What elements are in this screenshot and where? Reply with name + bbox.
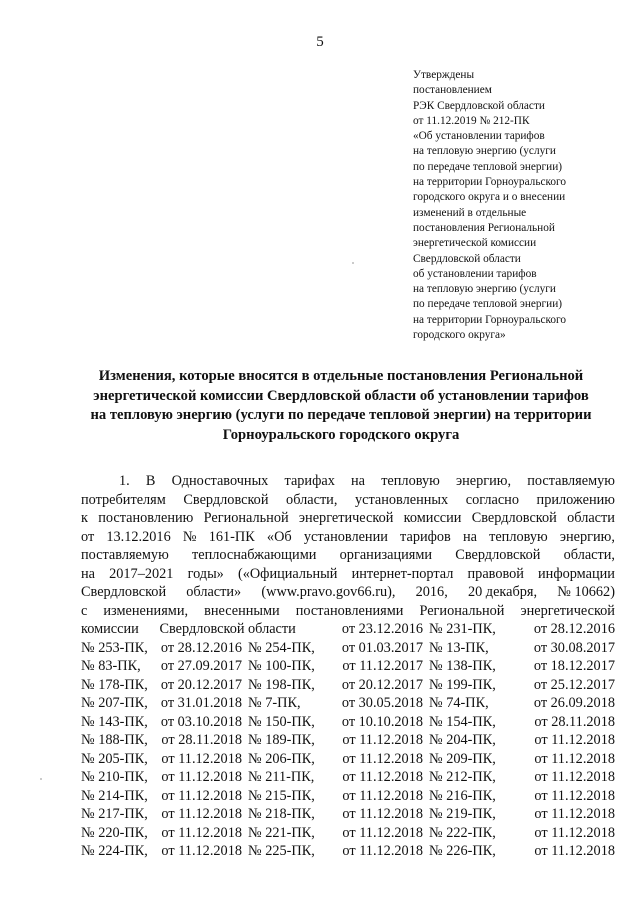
paragraph-line: [81, 602, 615, 621]
resolution-number: № 138-ПК,: [429, 658, 496, 674]
paragraph-line: [81, 528, 615, 547]
word: установленных: [354, 491, 449, 508]
word: Региональной: [203, 510, 289, 526]
approval-line: городского округа»: [413, 329, 506, 342]
resolution-number: № 215-ПК,: [248, 787, 315, 804]
word: области»: [186, 584, 242, 600]
word: 2017–2021: [109, 565, 174, 582]
resolution-date: от 20.12.2017: [341, 676, 423, 693]
resolution-row: [81, 731, 615, 750]
word: 20 декабря,: [467, 584, 538, 600]
word: на: [462, 528, 477, 545]
resolution-date: от 30.05.2018: [341, 695, 423, 711]
resolution-number: № 209-ПК,: [429, 750, 496, 767]
paragraph-line: [81, 565, 615, 584]
word: комиссии: [403, 510, 462, 526]
word: информации: [538, 565, 615, 582]
resolution-number: № 154-ПК,: [429, 713, 496, 730]
resolution-date: от 11.12.2018: [342, 750, 423, 767]
scan-speck: [40, 778, 42, 780]
word: 161-ПК: [208, 528, 255, 545]
resolution-number: № 7-ПК,: [248, 695, 301, 711]
paragraph-line: [81, 472, 615, 491]
word: области,: [286, 491, 338, 508]
resolution-row: [81, 639, 615, 658]
word: энергетической: [298, 510, 394, 526]
paragraph-justified-lines: [81, 472, 615, 620]
resolution-date: от 18.12.2017: [533, 658, 615, 674]
word: («Официальный: [237, 565, 338, 582]
resolution-number: № 83-ПК,: [81, 658, 141, 674]
word: согласно: [465, 491, 519, 508]
word: Свердловской: [183, 491, 269, 508]
resolution-date: от 11.12.2018: [534, 769, 615, 785]
word: приложению: [536, 491, 615, 508]
word: теплоснабжающими: [192, 547, 317, 563]
word: области,: [563, 547, 615, 563]
approval-line: на тепловую энергию (услуги: [413, 145, 556, 158]
paragraph-line: [81, 491, 615, 510]
resolution-number: № 178-ПК,: [81, 676, 148, 693]
word: В: [145, 473, 156, 489]
heading-line: Горноуральского городского округа: [222, 426, 460, 443]
word: № 10662): [557, 584, 615, 600]
resolution-date: от 25.12.2017: [533, 676, 615, 693]
word: на: [351, 473, 366, 489]
resolution-row: [81, 676, 615, 695]
resolution-number: № 254-ПК,: [248, 639, 315, 656]
word: от 28.12.2016: [533, 621, 615, 637]
heading-line: на тепловую энергию (услуги по передаче тепловой энергии) на территории: [90, 407, 592, 423]
word: Свердловской: [455, 547, 541, 563]
approval-line: по передаче тепловой энергии): [413, 160, 563, 173]
resolution-number: № 13-ПК,: [429, 639, 489, 656]
word: области: [567, 510, 615, 526]
resolution-row: [81, 824, 615, 843]
paragraph-line: [81, 546, 615, 565]
approval-line: постановлением: [413, 84, 492, 97]
resolution-number: № 224-ПК,: [81, 843, 148, 859]
resolution-date: от 28.11.2018: [161, 732, 242, 748]
word: поставляемую: [81, 547, 169, 563]
paragraph-line: [81, 583, 615, 602]
resolution-date: от 03.10.2018: [160, 713, 242, 730]
word: энергетической: [520, 602, 615, 619]
resolution-date: от 11.12.2018: [342, 843, 423, 859]
resolution-date: от 10.10.2018: [341, 713, 423, 730]
paragraph-1: [81, 472, 615, 861]
approval-line: по передаче тепловой энергии): [413, 298, 563, 311]
resolution-date: от 11.12.2018: [342, 787, 423, 804]
word: интернет-портал: [351, 565, 454, 582]
resolution-number: № 212-ПК,: [429, 769, 496, 785]
resolution-number: № 204-ПК,: [429, 732, 496, 748]
resolution-date: от 11.12.2018: [534, 824, 615, 841]
word: Одноставочных: [171, 473, 269, 489]
approval-line: городского округа и о внесении: [413, 191, 566, 204]
word: 1.: [119, 473, 130, 489]
word: к: [81, 510, 88, 526]
resolution-date: от 20.12.2017: [160, 676, 242, 693]
word: постановлению: [98, 510, 194, 526]
resolution-number: № 222-ПК,: [429, 824, 496, 841]
resolution-number: № 226-ПК,: [429, 843, 496, 859]
word: тарифов: [400, 528, 451, 545]
resolution-date: от 11.12.2018: [161, 806, 242, 822]
word: (www.pravo.gov66.ru),: [261, 584, 396, 600]
word: №: [182, 528, 197, 545]
resolution-number: № 150-ПК,: [248, 713, 315, 730]
word: изменениями,: [103, 602, 189, 619]
approval-line: от 11.12.2019 № 212-ПК: [413, 114, 530, 127]
resolution-number: № 143-ПК,: [81, 713, 148, 730]
word: с: [81, 602, 88, 619]
resolution-date: от 11.12.2018: [161, 843, 242, 859]
resolution-number: № 211-ПК,: [248, 769, 315, 785]
resolution-row: [81, 713, 615, 732]
resolution-date: от 31.01.2018: [160, 695, 242, 711]
heading-line: Изменения, которые вносятся в отдельные постановления Региональной: [98, 368, 584, 384]
approval-line: РЭК Свердловской области: [413, 99, 545, 112]
word: поставляемую: [527, 473, 615, 489]
word: организациями: [339, 547, 433, 563]
resolution-date: от 28.11.2018: [534, 713, 615, 730]
resolution-date: от 11.12.2018: [534, 732, 615, 748]
approval-line: на территории Горноуральского: [413, 176, 567, 189]
resolution-number: № 206-ПК,: [248, 750, 315, 767]
resolution-number: № 189-ПК,: [248, 732, 315, 748]
word: тепловую: [381, 473, 440, 489]
word: потребителям: [81, 491, 166, 508]
resolution-date: от 11.12.2018: [161, 769, 242, 785]
resolution-date: от 11.12.2018: [161, 750, 242, 767]
resolution-date: от 11.12.2018: [342, 824, 423, 841]
resolution-number: № 216-ПК,: [429, 787, 496, 804]
resolution-row: [81, 694, 615, 713]
resolution-row: [81, 787, 615, 806]
word: Региональной: [419, 602, 505, 619]
word: № 231-ПК,: [429, 621, 496, 637]
resolution-row: [81, 750, 615, 769]
resolution-number: № 217-ПК,: [81, 806, 148, 822]
resolution-date: от 01.03.2017: [341, 639, 423, 656]
resolution-date: от 11.12.2018: [161, 824, 242, 841]
approval-line: на тепловую энергию (услуги: [413, 283, 556, 296]
resolution-date: от 11.12.2018: [342, 769, 423, 785]
word: постановлениями: [295, 602, 404, 619]
word: от: [81, 528, 95, 545]
word: Свердловской: [471, 510, 557, 526]
resolution-date: от 28.12.2016: [160, 639, 242, 656]
word: тарифах: [284, 473, 335, 489]
approval-line: на территории Горноуральского: [413, 313, 567, 326]
resolution-number: № 221-ПК,: [248, 824, 315, 841]
word: внесенными: [204, 602, 280, 619]
resolution-row: [81, 768, 615, 787]
word: «Об: [266, 528, 292, 545]
word: комиссии: [81, 621, 139, 637]
heading-line: энергетической комиссии Свердловской области об установлении тарифов: [93, 387, 589, 404]
resolution-number: № 220-ПК,: [81, 824, 148, 841]
resolution-date: от 11.12.2018: [342, 806, 423, 822]
resolution-number: № 188-ПК,: [81, 732, 148, 748]
word: Свердловской: [81, 584, 167, 600]
word: от 23.12.2016: [341, 621, 423, 637]
resolution-date: от 30.08.2017: [533, 639, 615, 656]
resolution-date: от 11.12.2018: [534, 806, 615, 822]
resolution-number: № 74-ПК,: [429, 695, 489, 711]
paragraph-intro-last-line: [81, 620, 615, 639]
word: установлении: [303, 528, 388, 545]
approval-block: [413, 68, 628, 343]
resolution-number: № 214-ПК,: [81, 787, 148, 804]
resolution-date: от 11.12.2018: [534, 787, 615, 804]
resolution-number: № 199-ПК,: [429, 676, 496, 693]
resolution-number: № 210-ПК,: [81, 769, 148, 785]
resolution-date: от 11.12.2017: [342, 658, 423, 674]
resolution-number: № 198-ПК,: [248, 676, 315, 693]
resolution-date: от 11.12.2018: [534, 750, 615, 767]
word: годы»: [187, 565, 224, 582]
resolution-number: № 205-ПК,: [81, 750, 148, 767]
resolution-row: [81, 842, 615, 861]
resolution-date: от 11.12.2018: [342, 732, 423, 748]
resolution-date: от 26.09.2018: [533, 695, 615, 711]
resolution-number: № 225-ПК,: [248, 843, 315, 859]
approval-line: об установлении тарифов: [413, 267, 537, 280]
approval-line: Утверждены: [413, 69, 475, 81]
resolution-row: [81, 805, 615, 824]
resolution-date: от 11.12.2018: [534, 843, 615, 859]
approval-line: «Об установлении тарифов: [413, 130, 545, 143]
resolution-row: [81, 657, 615, 676]
resolutions-list: [81, 639, 615, 861]
paragraph-line: [81, 509, 615, 528]
approval-line: изменений в отдельные: [413, 206, 527, 219]
resolution-date: от 27.09.2017: [160, 658, 242, 674]
word: на: [81, 565, 95, 582]
document-heading: [80, 367, 602, 445]
word: Свердловской: [159, 621, 245, 637]
resolution-date: от 11.12.2018: [161, 787, 242, 804]
word: области: [248, 621, 296, 637]
resolution-number: № 207-ПК,: [81, 695, 148, 711]
word: энергию,: [559, 528, 615, 545]
word: энергию,: [455, 473, 512, 489]
word: правовой: [467, 565, 524, 582]
word: 2016,: [415, 584, 448, 600]
resolution-number: № 100-ПК,: [248, 658, 315, 674]
scan-speck: [352, 262, 354, 264]
resolution-number: № 253-ПК,: [81, 639, 148, 656]
approval-line: Свердловской области: [413, 252, 521, 265]
resolution-number: № 219-ПК,: [429, 806, 496, 822]
resolution-number: № 218-ПК,: [248, 806, 315, 822]
word: тепловую: [489, 528, 548, 545]
word: 13.12.2016: [106, 528, 171, 545]
approval-line: энергетической комиссии: [413, 237, 537, 250]
page-number: 5: [316, 34, 324, 50]
approval-line: постановления Региональной: [413, 221, 555, 234]
